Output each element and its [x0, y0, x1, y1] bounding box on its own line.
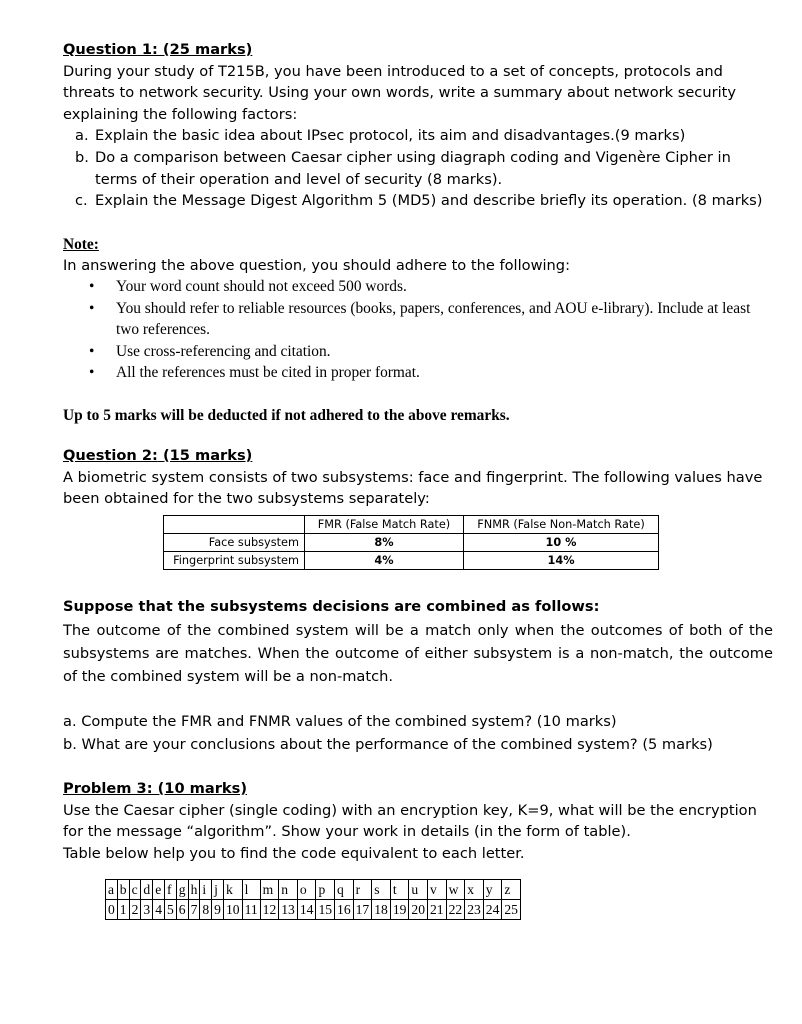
fnmr-header: FNMR (False Non-Match Rate): [464, 516, 659, 534]
item-marker: a.: [75, 127, 89, 145]
code-cell: 8: [200, 900, 212, 920]
letter-cell: y: [483, 880, 502, 900]
problem-3-intro: Use the Caesar cipher (single coding) with an encryption key, K=9, what will be the encryption for the message “algorithm”. Show your work in details (in the form of table).: [63, 801, 757, 841]
question-1-item: [63, 147, 773, 190]
code-cell: 1: [117, 900, 129, 920]
code-cell: 10: [223, 900, 242, 920]
problem-3-heading: Problem 3: (10 marks): [63, 780, 247, 797]
letter-code-table: [105, 879, 521, 920]
note-bullets: [63, 276, 773, 384]
code-cell: 25: [502, 900, 521, 920]
code-cell: 11: [242, 900, 260, 920]
question-2: [63, 445, 773, 510]
letter-cell: b: [117, 880, 129, 900]
letter-cell: j: [212, 880, 224, 900]
letter-cell: s: [372, 880, 391, 900]
letter-cell: z: [502, 880, 521, 900]
question-1-heading: Question 1: (25 marks): [63, 41, 253, 58]
item-marker: c.: [75, 192, 88, 210]
note-heading: Note:: [63, 236, 99, 253]
code-cell: 12: [260, 900, 279, 920]
code-cell: 21: [428, 900, 447, 920]
code-cell: 18: [372, 900, 391, 920]
code-cell: 3: [141, 900, 153, 920]
question-1-intro: During your study of T215B, you have been introduced to a set of concepts, protocols and threats to network security. Using your own words, write a summary about network security explaining the following factors:: [63, 62, 736, 123]
codes-row: [106, 900, 521, 920]
code-cell: 2: [129, 900, 141, 920]
combination-text: The outcome of the combined system will be a match only when the outcomes of both of the subsystems are matches. When the outcome of either subsystem is a non-match, the outcome of the combined system will be a non-match.: [63, 622, 773, 685]
letter-cell: c: [129, 880, 141, 900]
note-bullet-item: • All the references must be cited in proper format.: [63, 362, 773, 384]
question-2-part: b. What are your conclusions about the performance of the combined system? (5 marks): [63, 736, 713, 753]
table-row: Face subsystem 8% 10 %: [164, 534, 659, 552]
item-marker: b.: [75, 148, 89, 166]
letters-row: [106, 880, 521, 900]
code-cell: 14: [297, 900, 316, 920]
item-text: Explain the Message Digest Algorithm 5 (MD5) and describe briefly its operation. (8 marks): [95, 192, 763, 210]
bullet-dot: •: [89, 364, 95, 382]
code-cell: 7: [188, 900, 200, 920]
bullet-dot: •: [89, 278, 95, 295]
letter-cell: u: [409, 880, 428, 900]
problem-3: [63, 778, 773, 864]
letter-cell: n: [279, 880, 298, 900]
note-bullet-item: • Use cross-referencing and citation.: [63, 341, 773, 363]
letter-cell: t: [390, 880, 409, 900]
letter-cell: r: [353, 880, 372, 900]
code-cell: 24: [483, 900, 502, 920]
question-1-item: [63, 125, 773, 147]
biometric-table: [163, 515, 659, 570]
code-cell: 5: [164, 900, 176, 920]
code-cell: 13: [279, 900, 298, 920]
letter-cell: h: [188, 880, 200, 900]
item-text: Do a comparison between Caesar cipher using diagraph coding and Vigenère Cipher in terms of their operation and level of security (8 marks).: [95, 148, 731, 188]
question-2-part: a. Compute the FMR and FNMR values of the combined system? (10 marks): [63, 713, 617, 730]
question-2-intro: A biometric system consists of two subsystems: face and fingerprint. The following values have been obtained for the two subsystems separately:: [63, 468, 763, 508]
question-1-item: [63, 190, 773, 212]
table-row: Fingerprint subsystem 4% 14%: [164, 552, 659, 570]
code-cell: 22: [446, 900, 465, 920]
item-text: Explain the basic idea about IPsec protocol, its aim and disadvantages.(9 marks): [95, 127, 686, 145]
deduction-remark: Up to 5 marks will be deducted if not adhered to the above remarks.: [63, 407, 510, 424]
letter-cell: v: [428, 880, 447, 900]
letter-cell: g: [176, 880, 188, 900]
question-1-items: [63, 125, 773, 211]
letter-cell: k: [223, 880, 242, 900]
note-bullet-item: • Your word count should not exceed 500 words.: [63, 276, 773, 298]
letter-cell: e: [153, 880, 165, 900]
code-cell: 20: [409, 900, 428, 920]
letter-cell: x: [465, 880, 484, 900]
code-cell: 17: [353, 900, 372, 920]
code-cell: 15: [316, 900, 335, 920]
code-cell: 9: [212, 900, 224, 920]
code-cell: 4: [153, 900, 165, 920]
question-1: [63, 39, 773, 212]
letter-cell: l: [242, 880, 260, 900]
letter-cell: m: [260, 880, 279, 900]
letter-cell: w: [446, 880, 465, 900]
letter-cell: q: [335, 880, 354, 900]
combination-heading: Suppose that the subsystems decisions are combined as follows:: [63, 598, 600, 615]
problem-3-table-note: Table below help you to find the code equivalent to each letter.: [63, 844, 525, 862]
letter-cell: f: [164, 880, 176, 900]
bullet-dot: •: [89, 299, 95, 317]
code-cell: 16: [335, 900, 354, 920]
code-cell: 23: [465, 900, 484, 920]
letter-cell: d: [141, 880, 153, 900]
letter-cell: i: [200, 880, 212, 900]
letter-cell: p: [316, 880, 335, 900]
table-header-row: [164, 516, 659, 534]
letter-cell: a: [106, 880, 118, 900]
question-2-heading: Question 2: (15 marks): [63, 447, 253, 464]
fmr-header: FMR (False Match Rate): [305, 516, 464, 534]
code-cell: 6: [176, 900, 188, 920]
bullet-dot: •: [89, 342, 95, 360]
note-intro: In answering the above question, you should adhere to the following:: [63, 257, 570, 274]
question-2-parts: [63, 710, 773, 756]
note-bullet-item: • You should refer to reliable resources (books, papers, conferences, and AOU e-library). Include at least two references.: [89, 299, 751, 339]
letter-cell: o: [297, 880, 316, 900]
code-cell: 19: [390, 900, 409, 920]
code-cell: 0: [106, 900, 118, 920]
